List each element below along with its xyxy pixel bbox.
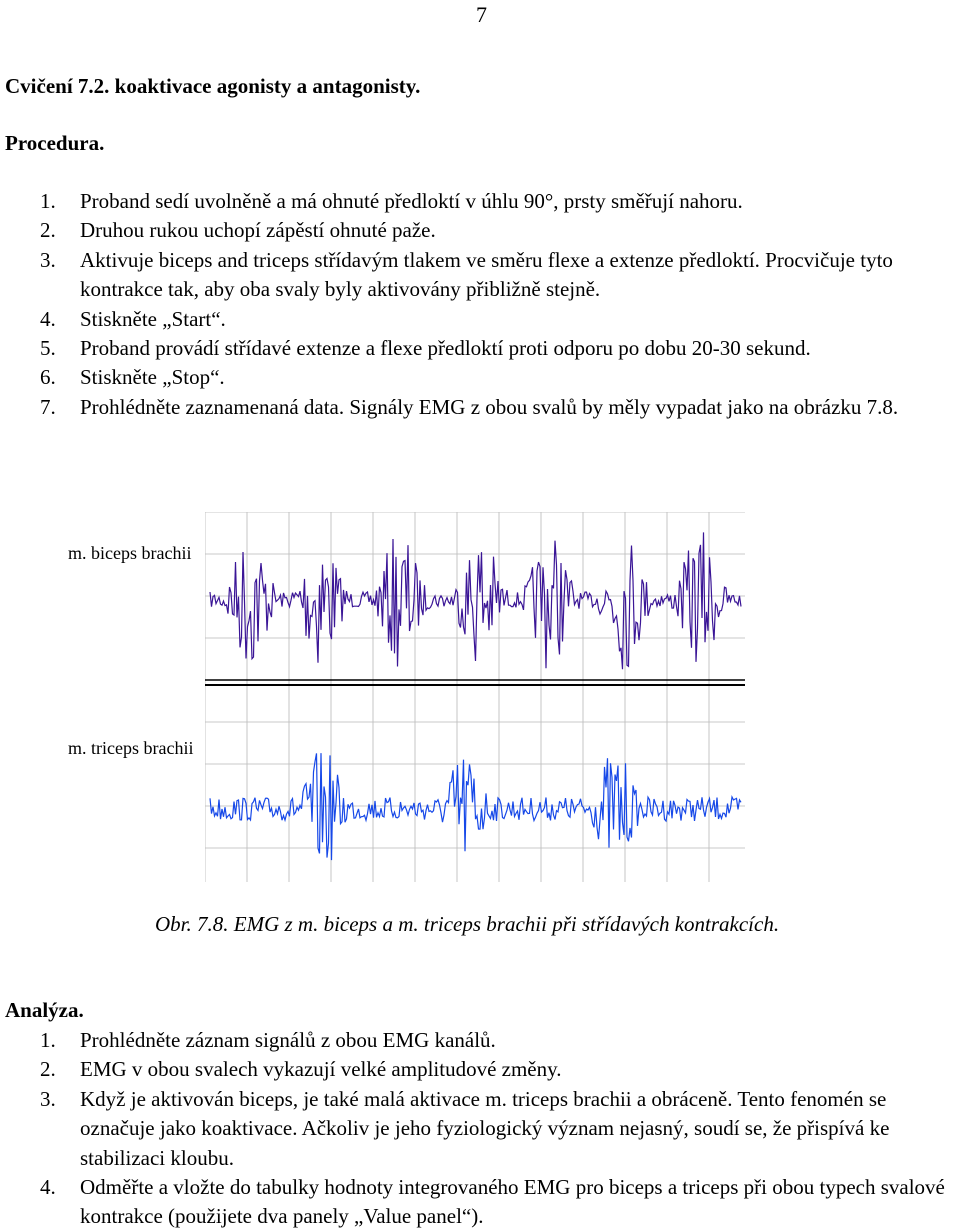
triceps-label: m. triceps brachii	[68, 738, 194, 758]
analysis-step	[0, 1085, 948, 1173]
triceps-emg-trace	[210, 753, 741, 860]
procedure-step	[0, 246, 948, 305]
step-number: 1.	[40, 189, 56, 213]
procedure-step	[0, 334, 948, 363]
step-text: Proband provádí střídavé extenze a flexe předloktí proti odporu po dobu 20-30 sekund.	[80, 336, 811, 361]
analysis-step	[0, 1026, 948, 1055]
biceps-label: m. biceps brachii	[68, 543, 192, 563]
procedure-step	[0, 187, 948, 216]
step-number: 6.	[40, 365, 56, 390]
step-text: Stiskněte „Stop“.	[80, 365, 225, 390]
step-number: 4.	[40, 1175, 56, 1200]
procedure-heading: Procedura.	[5, 131, 105, 155]
step-text: Odměřte a vložte do tabulky hodnoty integrovaného EMG pro biceps a triceps při obou typech svalové kontrakce (použijete dva panely „Value panel“).	[80, 1175, 945, 1229]
step-text: EMG v obou svalech vykazují velké amplitudové změny.	[80, 1057, 562, 1082]
analysis-list	[0, 1026, 948, 1232]
step-number: 1.	[40, 1028, 56, 1052]
step-text: Proband sedí uvolněně a má ohnuté předloktí v úhlu 90°, prsty směřují nahoru.	[80, 189, 743, 213]
step-number: 3.	[40, 1086, 56, 1111]
page-number: 7	[476, 2, 487, 27]
step-text: Stiskněte „Start“.	[80, 306, 226, 331]
step-text: Prohlédněte záznam signálů z obou EMG kanálů.	[80, 1028, 496, 1052]
procedure-step	[0, 393, 948, 422]
step-number: 7.	[40, 394, 56, 419]
step-text: Druhou rukou uchopí zápěstí ohnuté paže.	[80, 218, 436, 243]
analysis-step	[0, 1173, 948, 1232]
analysis-step	[0, 1055, 948, 1084]
analysis-heading: Analýza.	[5, 998, 84, 1022]
emg-grid	[205, 512, 745, 882]
step-text: Aktivuje biceps and triceps střídavým tlakem ve směru flexe a extenze předloktí. Procvičuje tyto kontrakce tak, aby oba svaly byly aktivovány přibližně stejně.	[80, 247, 893, 302]
step-text: Prohlédněte zaznamenaná data. Signály EMG z obou svalů by měly vypadat jako na obrázku 7.8.	[80, 394, 899, 419]
emg-figure	[205, 512, 745, 882]
step-text: Když je aktivován biceps, je také malá aktivace m. triceps brachii a obráceně. Tento fenomén se označuje jako koaktivace. Ačkoliv je jeho fyziologický význam nejasný, soudí se, že přispívá ke stabilizaci kloubu.	[80, 1086, 890, 1170]
biceps-emg-trace	[210, 532, 741, 669]
exercise-title: Cvičení 7.2. koaktivace agonisty a antagonisty.	[5, 74, 421, 98]
procedure-step	[0, 305, 948, 334]
procedure-step	[0, 363, 948, 392]
procedure-list	[0, 187, 948, 422]
emg-plot	[205, 512, 745, 882]
step-number: 3.	[40, 247, 56, 272]
step-number: 2.	[40, 218, 56, 243]
procedure-step	[0, 216, 948, 245]
step-number: 5.	[40, 336, 56, 361]
step-number: 2.	[40, 1057, 56, 1082]
step-number: 4.	[40, 306, 56, 331]
figure-caption: Obr. 7.8. EMG z m. biceps a m. triceps brachii při střídavých kontrakcích.	[155, 912, 780, 936]
